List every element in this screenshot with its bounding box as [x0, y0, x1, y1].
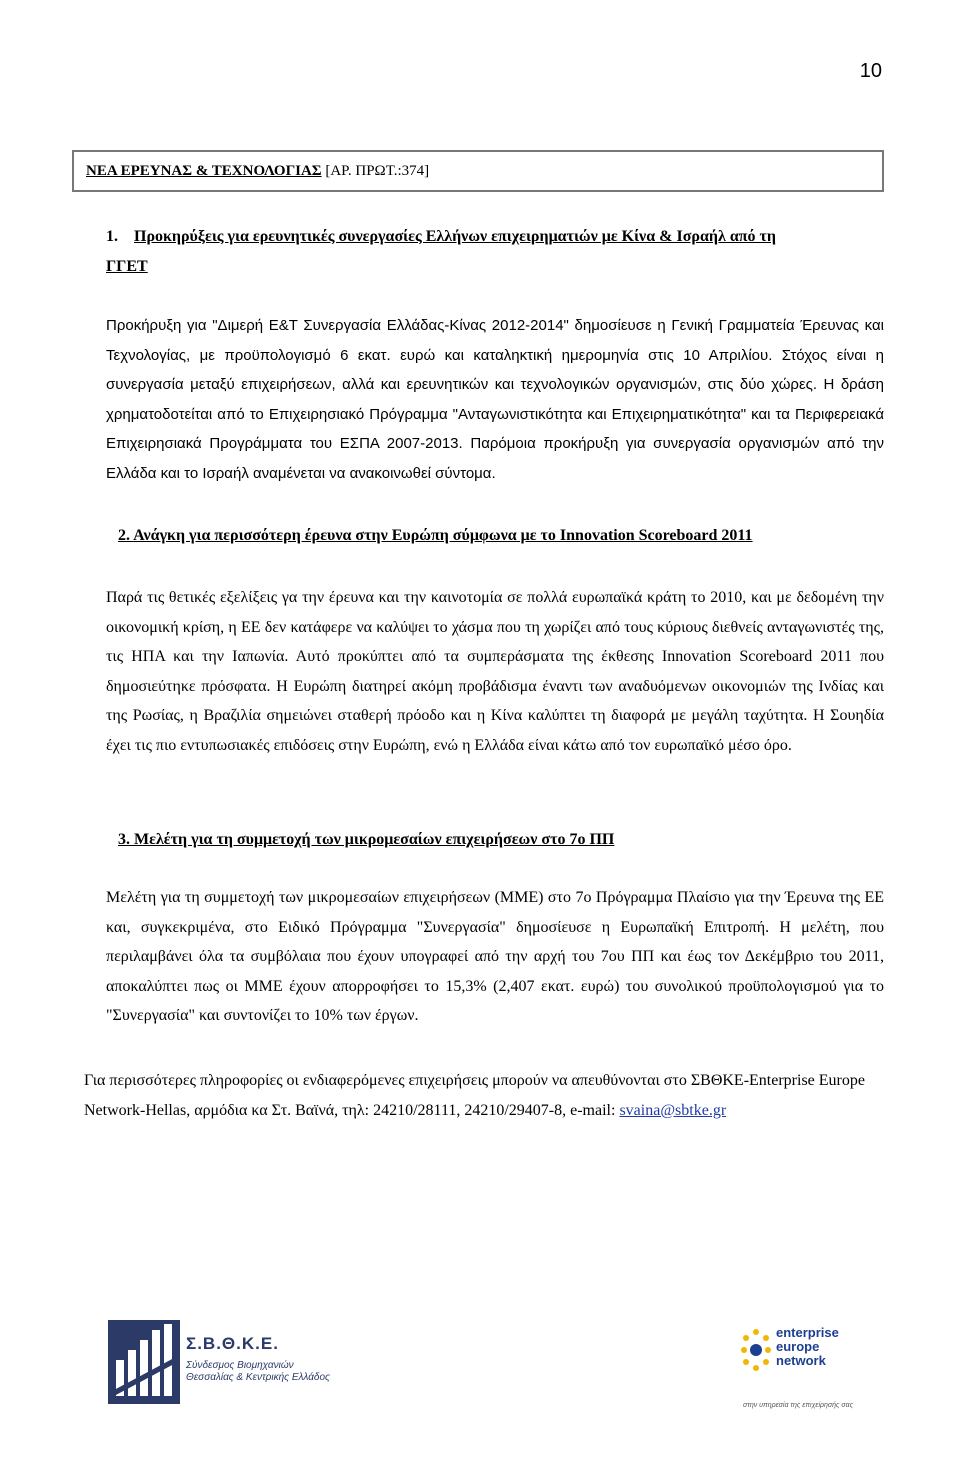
section-3	[118, 825, 884, 855]
sbtke-logo	[108, 1320, 338, 1404]
section-2-title	[118, 521, 884, 551]
section-1-paragraph: Προκήρυξη για "Διμερή Ε&Τ Συνεργασία Ελλάδας-Κίνας 2012-2014" δημοσίευσε η Γενική Γραμματεία Έρευνας και Τεχνολογίας, με προϋπολογισμό 6 εκατ. ευρώ και καταληκτική ημερομηνία στις 10 Απριλίου. Στόχος είναι η συνεργασία μεταξύ επιχειρήσεων, αλλά και ερευνητικών και τεχνολογικών οργανισμών, στις δύο χώρες. Η δράση χρηματοδοτείται από το Επιχειρησιακό Πρόγραμμα "Ανταγωνιστικότητα και Επιχειρηματικότητα" και τα Περιφερειακά Επιχειρησιακά Προγράμματα του ΕΣΠΑ 2007-2013. Παρόμοια προκήρυξη για συνεργασία οργανισμών από την Ελλάδα και το Ισραήλ αναμένεται να ανακοινωθεί σύντομα.	[106, 317, 884, 482]
header-ref: [ΑΡ. ΠΡΩΤ.:374]	[321, 162, 430, 179]
section-1	[106, 222, 884, 252]
section-3-title	[118, 825, 884, 855]
een-logo-text	[776, 1326, 856, 1368]
section-1-title-line1: Προκηρύξεις για ερευνητικές συνεργασίες Ελλήνων επιχειρηματιών με Κίνα & Ισραήλ από τη	[134, 228, 776, 245]
contact-email-link[interactable]: svaina@sbtke.gr	[619, 1101, 727, 1119]
section-2-title-text: Ανάγκη για περισσότερη έρευνα στην Ευρώπη σύμφωνα με το Innovation Scoreboard 2011	[133, 527, 753, 544]
newsletter-header	[72, 150, 884, 192]
een-logo	[738, 1318, 858, 1418]
section-2-number: 2.	[118, 527, 130, 544]
een-star-icon	[738, 1324, 774, 1394]
section-1-title-cont	[106, 252, 884, 282]
section-3-number: 3.	[118, 831, 130, 848]
header-title: ΝΕΑ ΕΡΕΥΝΑΣ & ΤΕΧΝΟΛΟΓΙΑΣ	[86, 162, 322, 179]
een-tagline: στην υπηρεσία της επιχείρησής σας	[743, 1402, 853, 1409]
page-number: 10	[859, 60, 882, 82]
sbtke-logo-subtitle: Σύνδεσμος Βιομηχανιών Θεσσαλίας & Κεντρικής Ελλάδος	[186, 1360, 330, 1383]
een-line1: enterprise	[776, 1325, 839, 1340]
sbtke-logo-graphic	[108, 1320, 180, 1404]
contact-text: Για περισσότερες πληροφορίες οι ενδιαφερόμενες επιχειρήσεις μπορούν να απευθύνονται στο ΣΒΘΚΕ-Enterprise Europe Network-Hellas, αρμόδια κα Στ. Βαϊνά, τηλ: 24210/28111, 24210/29407-8, e-mail:	[84, 1072, 865, 1119]
section-1-number: 1.	[106, 228, 118, 245]
section-3-title-text: Μελέτη για τη συμμετοχή των μικρομεσαίων επιχειρήσεων στο 7ο ΠΠ	[134, 831, 615, 848]
contact-info	[84, 1066, 884, 1125]
section-3-paragraph: Μελέτη για τη συμμετοχή των μικρομεσαίων επιχειρήσεων (ΜΜΕ) στο 7ο Πρόγραμμα Πλαίσιο για την Έρευνα της ΕΕ και, συγκεκριμένα, στο Ειδικό Πρόγραμμα "Συνεργασία" δημοσίευσε η Ευρωπαϊκή Επιτροπή. Η μελέτη, που περιλαμβάνει όλα τα συμβόλαια που έχουν υπογραφεί από την αρχή του 7ου ΠΠ και έως τον Δεκέμβριο του 2011, αποκαλύπτει πως οι ΜΜΕ έχουν απορροφήσει το 15,3% (2,407 εκατ. ευρώ) του συνολικού προϋπολογισμού για το "Συνεργασία" και συντονίζει το 10% των έργων.	[106, 889, 884, 1025]
section-2	[118, 521, 884, 551]
een-line2: europe	[776, 1339, 820, 1354]
section-1-title	[106, 222, 884, 252]
section-1-title-line2: ΓΓΕΤ	[106, 258, 148, 275]
section-2-paragraph: Παρά τις θετικές εξελίξεις γα την έρευνα και την καινοτομία σε πολλά ευρωπαϊκά κράτη το 2010, και με δεδομένη την οικονομική κρίση, η ΕΕ δεν κατάφερε να καλύψει το χάσμα που τη χωρίζει από τους κύριους διεθνείς ανταγωνιστές της, τις ΗΠΑ και την Ιαπωνία. Αυτό προκύπτει από τα συμπεράσματα της έκθεσης Innovation Scoreboard 2011 που δημοσιεύτηκε πρόσφατα. Η Ευρώπη διατηρεί ακόμη προβάδισμα έναντι των αναδυόμενων οικονομιών της Ινδίας και της Ρωσίας, η Βραζιλία σημειώνει σταθερή πρόοδο και η Κίνα καλύπτει τη διαφορά με μεγάλη ταχύτητα. Η Σουηδία έχει τις πιο εντυπωσιακές επιδόσεις στην Ευρώπη, ενώ η Ελλάδα είναι κάτω από τον ευρωπαϊκό μέσο όρο.	[106, 589, 884, 754]
een-line3: network	[776, 1353, 826, 1368]
sbtke-logo-title: Σ.Β.Θ.Κ.Ε.	[186, 1334, 279, 1353]
